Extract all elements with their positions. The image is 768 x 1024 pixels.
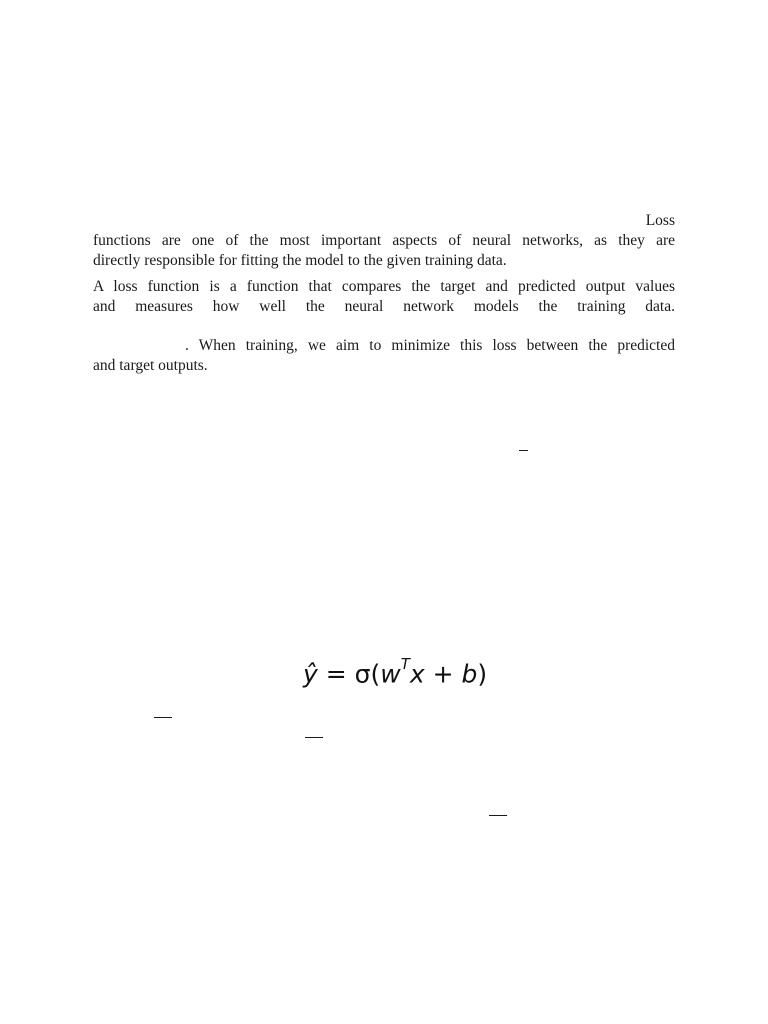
equation-close-paren: ) xyxy=(477,659,488,689)
equation-x: x xyxy=(409,659,425,689)
text-line: functions are one of the most important aspects of neural networks, as they are xyxy=(93,232,675,249)
equation-w: w xyxy=(380,659,401,689)
text-line: directly responsible for fitting the model to the given training data. xyxy=(93,252,507,269)
text-line: and target outputs. xyxy=(93,357,208,374)
equation-transpose: T xyxy=(400,655,410,673)
equation-b: b xyxy=(461,659,478,689)
text-fragment: . When training, we aim to minimize this loss between the predicted xyxy=(185,337,675,354)
equation-sigma: σ xyxy=(354,659,371,689)
text-line: and measures how well the neural network models the training data. xyxy=(93,298,675,315)
text-line: A loss function is a function that compares the target and predicted output values xyxy=(93,278,675,295)
dash-mark xyxy=(519,450,528,451)
equation-plus: + xyxy=(424,659,462,689)
dash-mark xyxy=(154,717,172,718)
paragraph-loss-intro xyxy=(93,211,675,271)
text-line xyxy=(93,336,675,356)
text-line: Loss xyxy=(645,212,675,229)
equation-equals: = xyxy=(317,659,355,689)
equation-open-paren: ( xyxy=(370,659,381,689)
dash-mark xyxy=(489,815,507,816)
equation-yhat: ŷ xyxy=(303,659,318,689)
paragraph-loss-definition xyxy=(93,277,675,317)
paragraph-loss-minimize xyxy=(93,336,675,376)
dash-mark xyxy=(305,737,323,738)
sigmoid-equation xyxy=(303,646,487,690)
